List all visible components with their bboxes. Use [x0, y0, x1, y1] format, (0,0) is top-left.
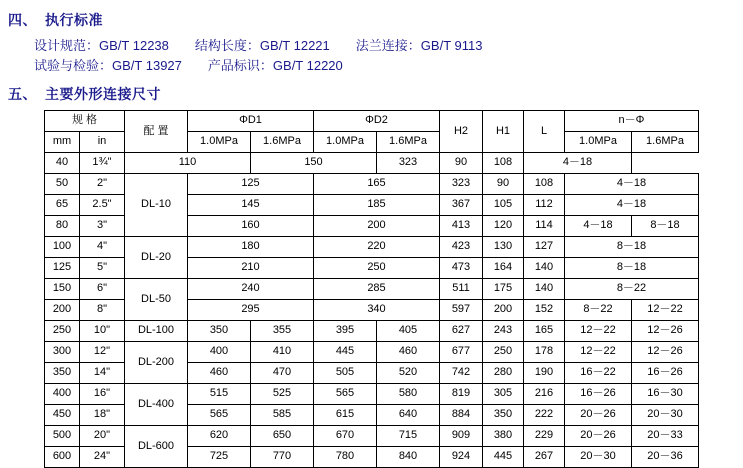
cell-d2-16mpa: 405 — [377, 321, 440, 342]
table-body — [45, 153, 699, 468]
table-row — [45, 384, 699, 405]
cell-size-mm: 125 — [45, 258, 80, 279]
cell-nphi-10mpa: 20－26 — [565, 405, 632, 426]
cell-size-in: 4" — [80, 237, 125, 258]
header-h1: H1 — [483, 111, 524, 153]
cell-d1: 210 — [188, 258, 314, 279]
cell-d2-10mpa: 670 — [314, 426, 377, 447]
cell-d1: 110 — [125, 153, 251, 174]
cell-h2: 909 — [440, 426, 483, 447]
cell-d2: 250 — [314, 258, 440, 279]
header-d2: ΦD2 — [314, 111, 440, 132]
cell-config: DL-100 — [125, 321, 188, 342]
cell-nphi-16mpa: 16－30 — [632, 384, 699, 405]
cell-d2-16mpa: 520 — [377, 363, 440, 384]
cell-h1: 90 — [440, 153, 483, 174]
standard-value: GB/T 12238 — [99, 38, 169, 53]
cell-size-mm: 450 — [45, 405, 80, 426]
table-row — [45, 342, 699, 363]
cell-h1: 250 — [483, 342, 524, 363]
cell-d2-16mpa: 580 — [377, 384, 440, 405]
header-d2-16mpa: 1.6MPa — [377, 132, 440, 153]
cell-h2: 473 — [440, 258, 483, 279]
cell-d2: 285 — [314, 279, 440, 300]
cell-l: 216 — [524, 384, 565, 405]
cell-d1: 145 — [188, 195, 314, 216]
table-row — [45, 153, 699, 174]
cell-h2: 413 — [440, 216, 483, 237]
cell-nphi: 4－18 — [565, 195, 699, 216]
cell-h1: 90 — [483, 174, 524, 195]
header-mm: mm — [45, 132, 80, 153]
cell-d1-10mpa: 460 — [188, 363, 251, 384]
header-l: L — [524, 111, 565, 153]
header-in: in — [80, 132, 125, 153]
cell-d1: 160 — [188, 216, 314, 237]
header-nphi-16mpa: 1.6MPa — [632, 132, 699, 153]
header-nphi-10mpa: 1.0MPa — [565, 132, 632, 153]
cell-size-in: 8" — [80, 300, 125, 321]
header-h2: H2 — [440, 111, 483, 153]
table-row — [45, 321, 699, 342]
cell-d2-10mpa: 395 — [314, 321, 377, 342]
cell-d1: 240 — [188, 279, 314, 300]
cell-l: 114 — [524, 216, 565, 237]
header-d2-10mpa: 1.0MPa — [314, 132, 377, 153]
cell-nphi-10mpa: 12－22 — [565, 342, 632, 363]
cell-size-in: 5" — [80, 258, 125, 279]
cell-size-mm: 600 — [45, 447, 80, 468]
cell-d2: 220 — [314, 237, 440, 258]
cell-h2: 367 — [440, 195, 483, 216]
cell-size-mm: 200 — [45, 300, 80, 321]
cell-d2-16mpa: 715 — [377, 426, 440, 447]
cell-d1: 295 — [188, 300, 314, 321]
table-row — [45, 174, 699, 195]
cell-config: DL-400 — [125, 384, 188, 426]
cell-nphi-16mpa: 12－26 — [632, 321, 699, 342]
cell-nphi: 4－18 — [565, 174, 699, 195]
cell-d1: 125 — [188, 174, 314, 195]
cell-size-in: 12" — [80, 342, 125, 363]
cell-d1-16mpa: 585 — [251, 405, 314, 426]
cell-d1-16mpa: 410 — [251, 342, 314, 363]
cell-h2: 323 — [377, 153, 440, 174]
cell-h1: 305 — [483, 384, 524, 405]
cell-h1: 243 — [483, 321, 524, 342]
standard-value: GB/T 12220 — [272, 58, 343, 73]
cell-l: 222 — [524, 405, 565, 426]
cell-size-mm: 400 — [45, 384, 80, 405]
cell-nphi: 8－22 — [565, 279, 699, 300]
cell-h1: 105 — [483, 195, 524, 216]
cell-d1-10mpa: 620 — [188, 426, 251, 447]
cell-nphi-10mpa: 16－26 — [565, 384, 632, 405]
cell-nphi-10mpa: 20－26 — [565, 426, 632, 447]
cell-size-mm: 40 — [45, 153, 80, 174]
standard-label: 结构长度： — [194, 38, 260, 53]
standard-label: 法兰连接： — [355, 38, 421, 53]
cell-h2: 627 — [440, 321, 483, 342]
standard-label: 试验与检验： — [34, 58, 113, 73]
cell-size-mm: 150 — [45, 279, 80, 300]
cell-nphi-16mpa: 20－36 — [632, 447, 699, 468]
cell-d2-10mpa: 615 — [314, 405, 377, 426]
cell-config: DL-600 — [125, 426, 188, 468]
standard-value: GB/T 9113 — [420, 38, 483, 53]
cell-d1-16mpa: 525 — [251, 384, 314, 405]
cell-size-in: 18" — [80, 405, 125, 426]
cell-nphi-10mpa: 16－22 — [565, 363, 632, 384]
cell-h2: 819 — [440, 384, 483, 405]
standard-value: GB/T 12221 — [259, 38, 330, 53]
cell-d2-16mpa: 640 — [377, 405, 440, 426]
cell-h1: 164 — [483, 258, 524, 279]
cell-size-mm: 50 — [45, 174, 80, 195]
cell-size-in: 24" — [80, 447, 125, 468]
cell-d2-10mpa: 780 — [314, 447, 377, 468]
cell-config: DL-10 — [125, 174, 188, 237]
section-title: 主要外形连接尺寸 — [45, 86, 161, 102]
cell-size-mm: 500 — [45, 426, 80, 447]
section-number: 五、 — [8, 86, 37, 102]
cell-d2: 340 — [314, 300, 440, 321]
table-head — [45, 111, 699, 153]
cell-l: 127 — [524, 237, 565, 258]
cell-size-in: 3" — [80, 216, 125, 237]
cell-size-in: 6" — [80, 279, 125, 300]
cell-h2: 597 — [440, 300, 483, 321]
cell-nphi-16mpa: 16－26 — [632, 363, 699, 384]
cell-nphi-16mpa: 20－33 — [632, 426, 699, 447]
cell-d1-10mpa: 400 — [188, 342, 251, 363]
cell-size-in: 14" — [80, 363, 125, 384]
cell-l: 140 — [524, 279, 565, 300]
cell-size-in: 10" — [80, 321, 125, 342]
cell-l: 108 — [524, 174, 565, 195]
cell-h2: 884 — [440, 405, 483, 426]
cell-d1-16mpa: 355 — [251, 321, 314, 342]
cell-nphi-10mpa: 12－22 — [565, 321, 632, 342]
cell-d2: 150 — [251, 153, 377, 174]
cell-h2: 511 — [440, 279, 483, 300]
header-nphi: n－Φ — [565, 111, 699, 132]
cell-d2-10mpa: 445 — [314, 342, 377, 363]
section-heading-dimensions — [8, 84, 743, 104]
standards-list — [34, 36, 743, 76]
cell-d1-10mpa: 515 — [188, 384, 251, 405]
cell-d1-10mpa: 725 — [188, 447, 251, 468]
header-d1-16mpa: 1.6MPa — [251, 132, 314, 153]
table-row — [45, 237, 699, 258]
cell-size-mm: 100 — [45, 237, 80, 258]
header-d1: ΦD1 — [188, 111, 314, 132]
header-d1-10mpa: 1.0MPa — [188, 132, 251, 153]
cell-size-in: 2.5" — [80, 195, 125, 216]
cell-l: 178 — [524, 342, 565, 363]
cell-d1: 180 — [188, 237, 314, 258]
standard-label: 设计规范： — [34, 38, 100, 53]
cell-nphi-10mpa: 20－30 — [565, 447, 632, 468]
cell-d2-10mpa: 565 — [314, 384, 377, 405]
cell-size-mm: 65 — [45, 195, 80, 216]
cell-nphi-16mpa: 12－22 — [632, 300, 699, 321]
cell-d2-16mpa: 460 — [377, 342, 440, 363]
cell-size-mm: 300 — [45, 342, 80, 363]
standard-label: 产品标识： — [207, 58, 273, 73]
cell-nphi: 4－18 — [524, 153, 632, 174]
cell-l: 165 — [524, 321, 565, 342]
cell-h2: 677 — [440, 342, 483, 363]
cell-d1-16mpa: 470 — [251, 363, 314, 384]
standard-value: GB/T 13927 — [112, 58, 182, 73]
cell-l: 267 — [524, 447, 565, 468]
cell-h2: 924 — [440, 447, 483, 468]
table-header-row — [45, 111, 699, 132]
cell-h2: 742 — [440, 363, 483, 384]
cell-nphi: 8－18 — [565, 258, 699, 279]
section-heading-standards — [8, 10, 743, 30]
cell-d1-10mpa: 350 — [188, 321, 251, 342]
cell-size-in: 16" — [80, 384, 125, 405]
cell-config: DL-200 — [125, 342, 188, 384]
section-number: 四、 — [8, 12, 37, 28]
cell-d2-16mpa: 840 — [377, 447, 440, 468]
cell-size-mm: 80 — [45, 216, 80, 237]
cell-d1-10mpa: 565 — [188, 405, 251, 426]
table-row — [45, 279, 699, 300]
standards-row — [34, 56, 743, 76]
cell-size-in: 2" — [80, 174, 125, 195]
cell-h1: 445 — [483, 447, 524, 468]
header-spec: 规 格 — [45, 111, 125, 132]
cell-h1: 350 — [483, 405, 524, 426]
cell-h2: 423 — [440, 237, 483, 258]
cell-size-in: 1¾" — [80, 153, 125, 174]
cell-l: 112 — [524, 195, 565, 216]
cell-nphi-10mpa: 8－22 — [565, 300, 632, 321]
cell-l: 190 — [524, 363, 565, 384]
cell-nphi: 8－18 — [565, 237, 699, 258]
cell-d1-16mpa: 770 — [251, 447, 314, 468]
cell-l: 152 — [524, 300, 565, 321]
cell-nphi-10mpa: 4－18 — [565, 216, 632, 237]
cell-size-mm: 350 — [45, 363, 80, 384]
cell-d2-10mpa: 505 — [314, 363, 377, 384]
cell-config: DL-50 — [125, 279, 188, 321]
cell-d2: 165 — [314, 174, 440, 195]
cell-nphi-16mpa: 12－26 — [632, 342, 699, 363]
table-row — [45, 426, 699, 447]
cell-d1-16mpa: 650 — [251, 426, 314, 447]
cell-nphi-16mpa: 20－30 — [632, 405, 699, 426]
cell-h2: 323 — [440, 174, 483, 195]
cell-l: 140 — [524, 258, 565, 279]
cell-l: 108 — [483, 153, 524, 174]
dimensions-table — [44, 110, 699, 468]
cell-h1: 130 — [483, 237, 524, 258]
cell-h1: 120 — [483, 216, 524, 237]
cell-size-mm: 250 — [45, 321, 80, 342]
cell-nphi-16mpa: 8－18 — [632, 216, 699, 237]
cell-h1: 280 — [483, 363, 524, 384]
standards-row — [34, 36, 743, 56]
cell-h1: 200 — [483, 300, 524, 321]
cell-config: DL-20 — [125, 237, 188, 279]
section-title: 执行标准 — [45, 12, 103, 28]
cell-d2: 200 — [314, 216, 440, 237]
cell-l: 229 — [524, 426, 565, 447]
cell-h1: 380 — [483, 426, 524, 447]
cell-d2: 185 — [314, 195, 440, 216]
header-config: 配 置 — [125, 111, 188, 153]
cell-h1: 175 — [483, 279, 524, 300]
cell-size-in: 20" — [80, 426, 125, 447]
